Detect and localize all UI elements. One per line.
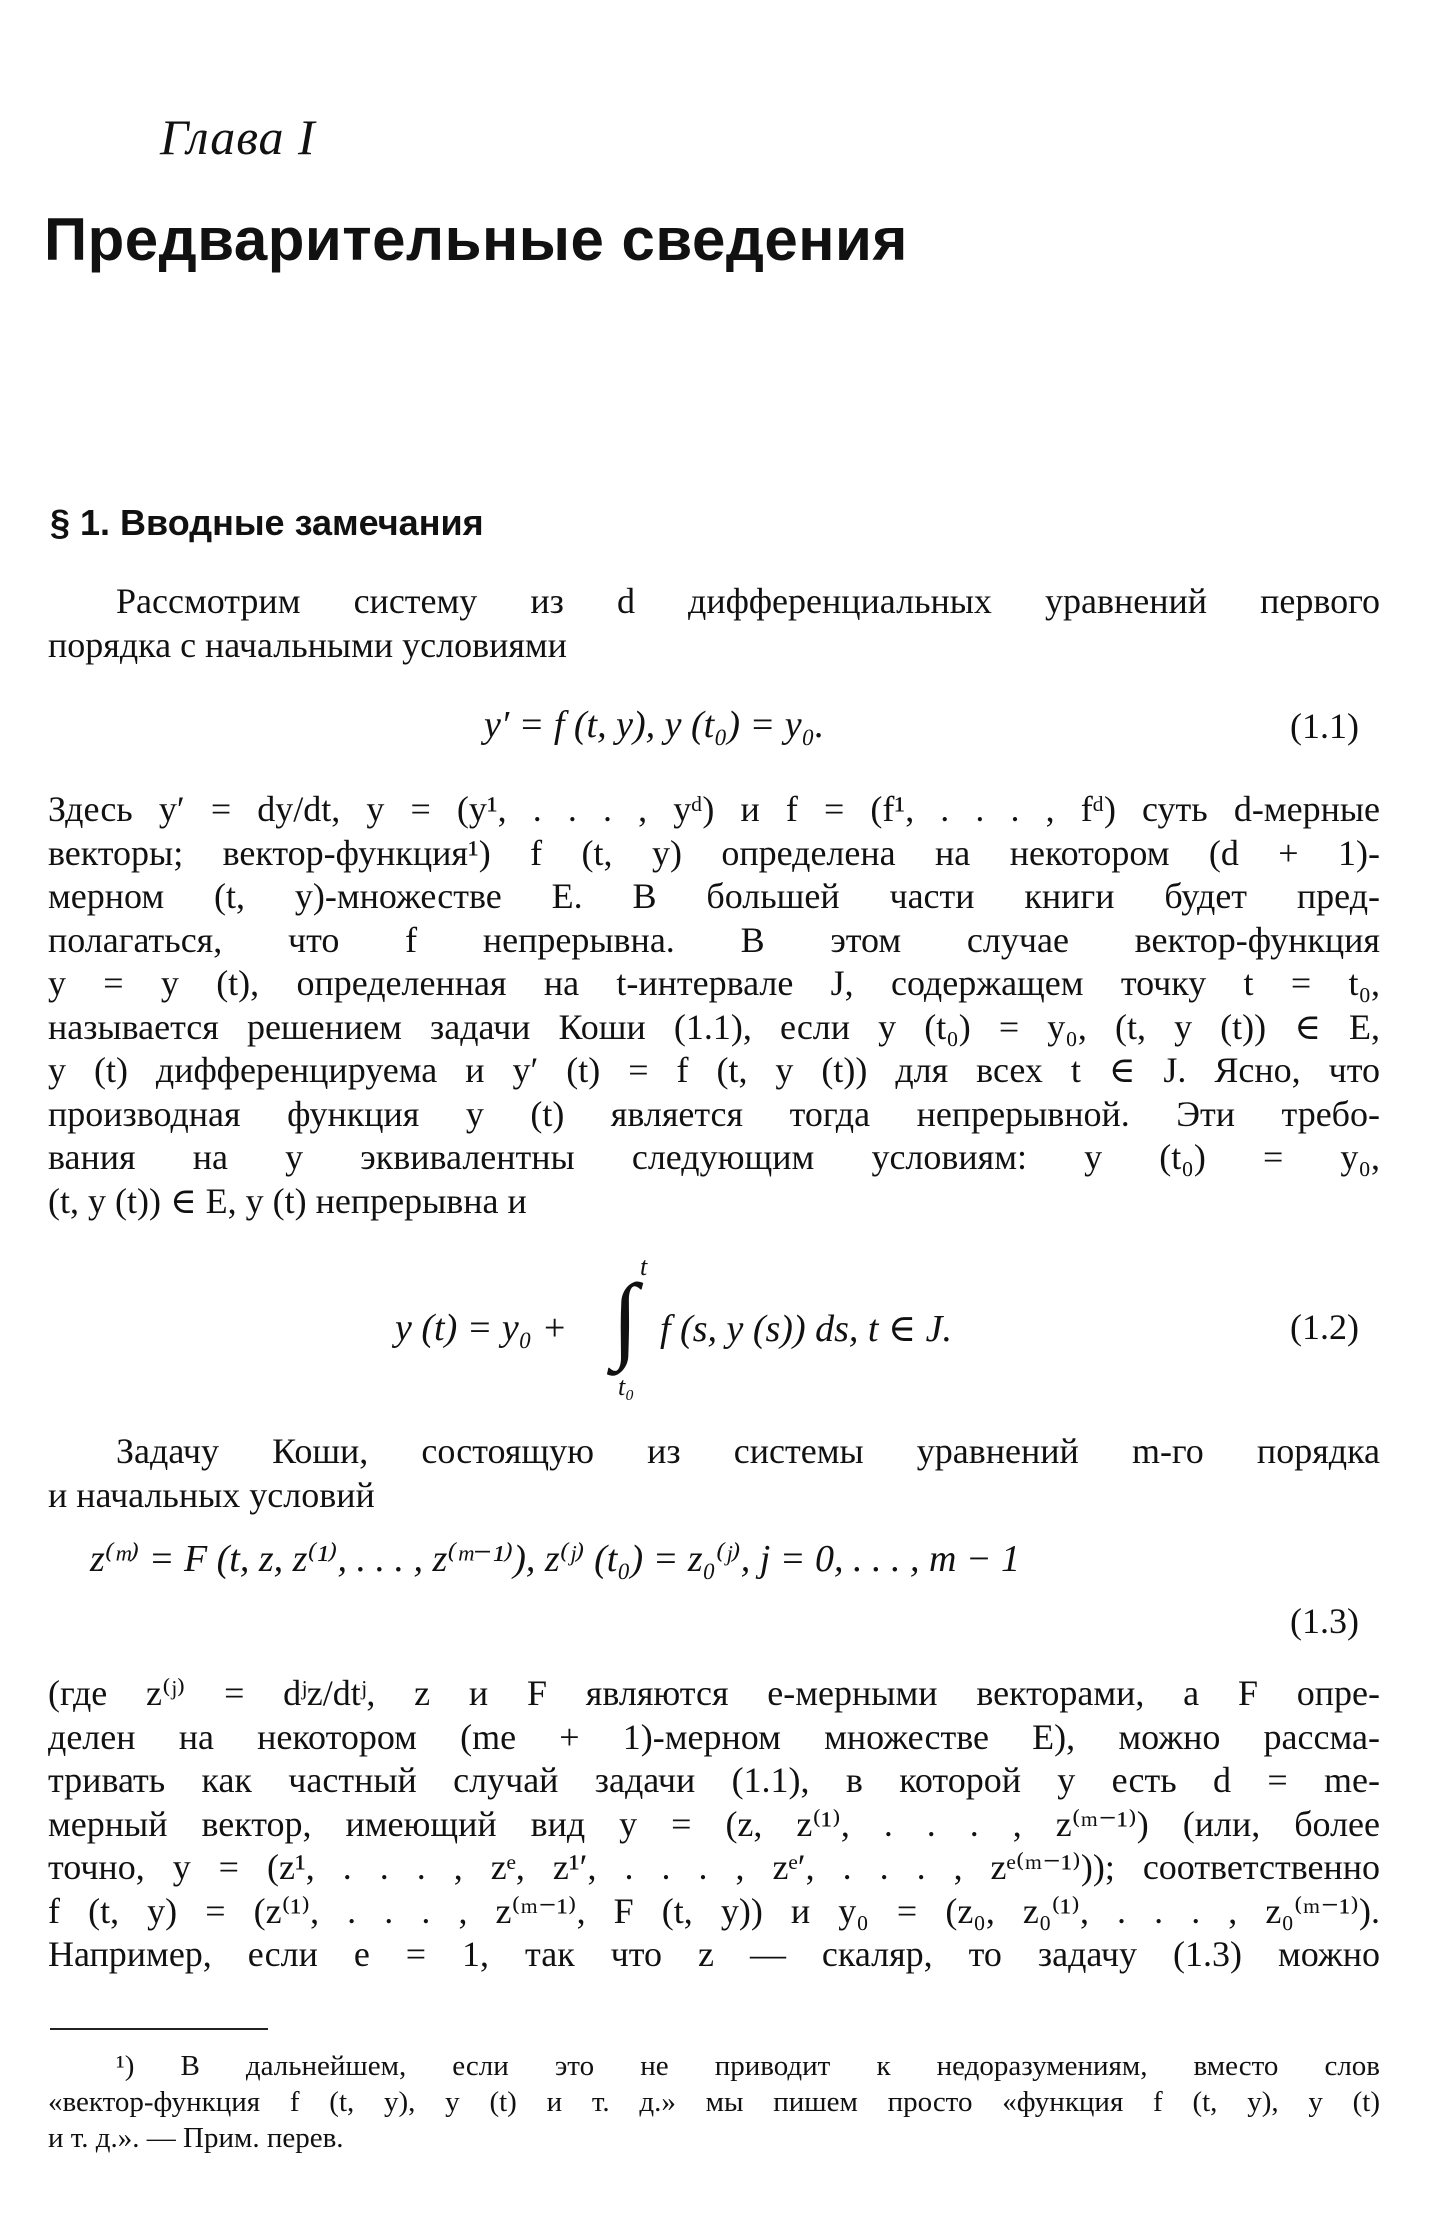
text-line: производная функция y (t) является тогда непрерывной. Эти требо- [48,1093,1380,1134]
text-line: Здесь y′ = dy/dt, y = (y¹, . . . , yᵈ) и f = (f¹, . . . , fᵈ) суть d-мерные [48,789,1380,829]
footnote-line: ¹) В дальнейшем, если это не приводит к недоразумениям, вместо слов [116,2050,1380,2082]
footnote-divider [50,2028,268,2030]
paragraph-reduction [48,1672,1380,1977]
equation-number-1-1: (1.1) [1290,706,1359,746]
text-line: точно, y = (z¹, . . . , zᵉ, z¹′, . . . , zᵉ′, . . . , zᵉ⁽ᵐ⁻¹⁾)); соответственно [48,1847,1380,1887]
text-line: векторы; вектор-функция¹) f (t, y) определена на некотором (d + 1)- [48,832,1380,873]
text-line: мерном (t, y)-множестве E. В большей части книги будет пред- [48,876,1380,916]
footnote-line: «вектор-функция f (t, y), y (t) и т. д.» мы пишем просто «функция f (t, y), y (t) [48,2086,1380,2118]
text-line: делен на некотором (me + 1)-мерном множестве E), можно рассма- [48,1716,1380,1757]
paragraph-definitions [48,788,1380,1223]
text-line: y (t) дифференцируема и y′ (t) = f (t, y (t)) для всех t ∈ J. Ясно, что [48,1050,1380,1090]
text-line: называется решением задачи Коши (1.1), если y (t₀) = y₀, (t, y (t)) ∈ E, [48,1006,1380,1047]
text-line: f (t, y) = (z⁽¹⁾, . . . , z⁽ᵐ⁻¹⁾, F (t, y)) и y₀ = (z₀, z₀⁽¹⁾, . . . , z₀⁽ᵐ⁻¹⁾). [48,1890,1380,1931]
text-line: мерный вектор, имеющий вид y = (z, z⁽¹⁾, . . . , z⁽ᵐ⁻¹⁾) (или, более [48,1803,1380,1844]
integral-lower-limit: t₀ [618,1372,635,1401]
text-line: Задачу Коши, состоящую из системы уравнений m-го порядка [116,1431,1380,1471]
chapter-title: Предварительные сведения [44,206,908,273]
integral-sign: ∫ [612,1264,639,1371]
equation-1-1: y′ = f (t, y), y (t₀) = y₀. [484,704,825,746]
chapter-label: Глава I [160,109,316,165]
equation-1-3: z⁽ᵐ⁾ = F (t, z, z⁽¹⁾, . . . , z⁽ᵐ⁻¹⁾), z⁽ʲ⁾ (t₀) = z₀⁽ʲ⁾, j = 0, . . . , m − 1 [90,1538,1021,1580]
text-line: (t, y (t)) ∈ E, y (t) непрерывна и [48,1180,527,1221]
text-line: полагаться, что f непрерывна. В этом случае вектор-функция [48,919,1380,960]
equation-number-1-3: (1.3) [1290,1601,1359,1641]
paragraph-cauchy-higher-order [48,1430,1380,1517]
equation-1-2-lhs: y (t) = y₀ + [395,1307,568,1349]
text-line: и начальных условий [48,1474,375,1515]
text-line: Например, если e = 1, так что z — скаляр, то задачу (1.3) можно [48,1934,1380,1974]
text-line: тривать как частный случай задачи (1.1), в которой y есть d = me- [48,1760,1380,1800]
text-line: (где z⁽ʲ⁾ = dʲz/dtʲ, z и F являются e-мерными векторами, а F опре- [48,1673,1380,1713]
text-line: вания на y эквивалентны следующим условиям: y (t₀) = y₀, [48,1137,1380,1177]
footnote [48,2048,1380,2156]
paragraph-intro [48,580,1380,667]
equation-1-2-rhs: f (s, y (s)) ds, t ∈ J. [660,1308,952,1350]
text-line: y = y (t), определенная на t-интервале J, содержащем точку t = t₀, [48,963,1380,1003]
equation-number-1-2: (1.2) [1290,1307,1359,1347]
text-line: порядка с начальными условиями [48,624,567,665]
section-heading: § 1. Вводные замечания [50,502,484,543]
integral-upper-limit: t [640,1252,648,1281]
text-line: Рассмотрим систему из d дифференциальных уравнений первого [116,581,1380,621]
footnote-line: и т. д.». — Прим. перев. [48,2122,344,2154]
